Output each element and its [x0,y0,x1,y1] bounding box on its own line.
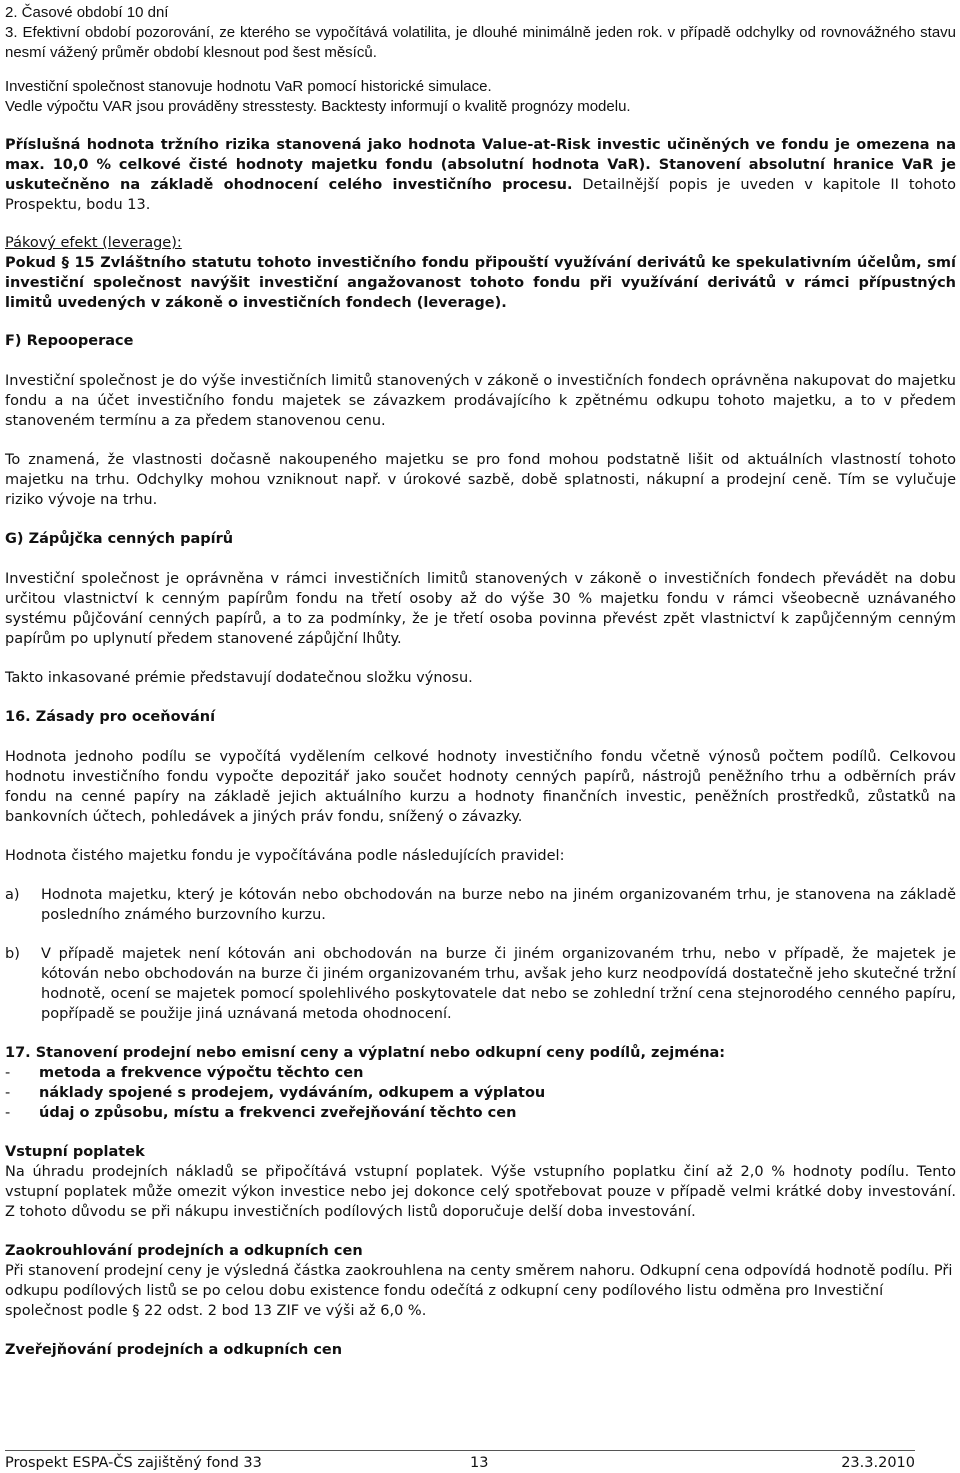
risk-limit-reference: Detailnější popis je uveden v kapitole II tohoto Prospektu, bodu 13. [5,177,956,213]
page-footer [5,1450,915,1471]
pricing-dash-text: náklady spojené s prodejem, vydáváním, odkupem a výplatou [39,1085,546,1101]
risk-limit-bold: Příslušná hodnota tržního rizika stanovená jako hodnota Value-at-Risk investic učiněných ve fondu je omezena na max. 10,0 % celkové čisté hodnoty majetku fondu (absolutní hodnota VaR). Stanovení absolutní hranice VaR je uskutečněno na základě ohodnocení celého investičního procesu. [5,137,956,193]
entry-fee-heading: Vstupní poplatek [5,1144,145,1160]
pricing-dash-text: údaj o způsobu, místu a frekvenci zveřejňování těchto cen [39,1105,517,1121]
publication-heading: Zveřejňování prodejních a odkupních cen [5,1342,343,1358]
repo-paragraph-1: Investiční společnost je do výše investičních limitů stanovených v zákoně o investičních fondech oprávněna nakupovat do majetku fondu a na účet investičního fondu majetek se závazkem prodávajícího k zpětnému odkupu tohoto majetku, a to v předem stanoveném termínu a za předem stanovenou cenu. [5,373,956,429]
stresstest-text: Vedle výpočtu VAR jsou prováděny stresstesty. [5,98,318,115]
document-page [5,0,956,1360]
leverage-text: Pokud § 15 Zvláštního statutu tohoto investičního fondu připouští využívání derivátů ke spekulativním účelům, smí investiční společnost navýšit investiční angažovanost tohoto fondu při využívání derivátů v rámci přípustných limitů uvedených v zákoně o investičních fondech (leverage). [5,255,956,311]
valuation-paragraph-1: Hodnota jednoho podílu se vypočítá vydělením celkové hodnoty investičního fondu včetně výnosů počtem podílů. Celkovou hodnotu investičního fondu vypočte depozitář jako součet hodnoty cenných papírů, nástrojů peněžního trhu a odběrních práv fondu na cenné papíry na základě jejich aktuálního kurzu a hodnoty finančních investic, peněžních prostředků, zůstatků na bankovních účtech, pohledávek a jiných práv fondu, snížený o závazky. [5,749,956,825]
lending-heading: G) Zápůjčka cenných papírů [5,531,234,547]
valuation-item-label: b) [5,946,20,962]
repo-paragraph-2: To znamená, že vlastnosti dočasně nakoupeného majetku se pro fond mohou podstatně lišit od aktuálních vlastností tohoto majetku na trhu. Odchylky mohou vzniknout např. v úrokové sazbě, době splatnosti, nákupní a prodejní ceně. Tím se vylučuje riziko vývoje na trhu. [5,452,956,508]
entry-fee-text: Na úhradu prodejních nákladů se připočítává vstupní poplatek. Výše vstupního poplatku činí až 2,0 % hodnoty podílu. Tento vstupní poplatek může omezit výkon investice nebo jej dokonce celý spotřebovat pouze v případě velmi krátké doby investování. Z tohoto důvodu se při nákupu investičních podílových listů doporučuje delší doba investování. [5,1164,956,1220]
backtest-text: Backtesty informují o kvalitě prognózy modelu. [317,98,631,115]
pricing-dash-item: - údaj o způsobu, místu a frekvenci zveřejňování těchto cen [5,1105,517,1121]
list-item-2: 2. Časové období 10 dní [5,4,169,21]
pricing-dash-item: - náklady spojené s prodejem, vydáváním, odkupem a výplatou [5,1085,546,1101]
leverage-heading: Pákový efekt (leverage): [5,235,182,251]
footer-date: 23.3.2010 [841,1455,915,1471]
pricing-dash-item: - metoda a frekvence výpočtu těchto cen [5,1065,364,1081]
lending-paragraph-1: Investiční společnost je oprávněna v rámci investičních limitů stanovených v zákoně o investičních fondech převádět na dobu určitou vlastnictví k cenným papírům fondu na třetí osoby až do výše 30 % majetku fondu v rámci všeobecně uznávaného systému půjčování cenných papírů, a to za podmínky, že je třetí osoba povinna převést zpět vlastnictví k zapůjčenným cenným papírům po uplynutí předem stanovené zápůjční lhůty. [5,571,956,647]
valuation-item-text: Hodnota majetku, který je kótován nebo obchodován na burze nebo na jiném organizovaném trhu, je stanovena na základě posledního známého burzovního kurzu. [41,887,956,923]
pricing-heading: 17. Stanovení prodejní nebo emisní ceny a výplatní nebo odkupní ceny podílů, zejména: [5,1045,726,1061]
pricing-dash-text: metoda a frekvence výpočtu těchto cen [39,1065,364,1081]
risk-limit-paragraph [5,135,956,215]
footer-title: Prospekt ESPA-ČS zajištěný fond 33 [5,1455,262,1471]
valuation-heading: 16. Zásady pro oceňování [5,709,216,725]
repo-heading: F) Repooperace [5,333,134,349]
list-item-3: 3. Efektivní období pozorování, ze kterého se vypočítává volatilita, je dlouhé minimálně jeden rok. v případě odchylky od rovnovážného stavu nesmí vážený průměr období klesnout pod šest měsíců. [5,24,956,61]
footer-page-number: 13 [470,1455,489,1471]
valuation-paragraph-2: Hodnota čistého majetku fondu je vypočítávána podle následujících pravidel: [5,848,565,864]
var-method-text: Investiční společnost stanovuje hodnotu VaR pomocí historické simulace. [5,78,492,95]
valuation-item-text: V případě majetek není kótován ani obchodován na burze či jiném organizovaném trhu, nebo v případě, že majetek je kótován nebo obchodován na burze či jiném organizovaném trhu, avšak jeho kurz neodpovídá dostatečně jeho skutečné tržní hodnotě, ocení se majetek pomocí spolehlivého poskytovatele dat nebo se zohlední tržní cena stejnorodého cenného papíru, popřípadě se použije jiná uznávaná metoda ohodnocení. [41,946,956,1022]
lending-paragraph-2: Takto inkasované prémie představují dodatečnou složku výnosu. [5,670,473,686]
valuation-item-label: a) [5,887,20,903]
rounding-text: Při stanovení prodejní ceny je výsledná částka zaokrouhlena na centy směrem nahoru. Odkupní cena odpovídá hodnotě podílu. Při odkupu podílových listů se po celou dobu existence fondu odečítá z odkupní ceny podílového listu odměna pro Investiční společnost podle § 22 odst. 2 bod 13 ZIF ve výši až 6,0 %. [5,1263,953,1319]
valuation-item-b [5,944,956,1024]
rounding-heading: Zaokrouhlování prodejních a odkupních cen [5,1243,363,1259]
valuation-item-a [5,885,956,925]
